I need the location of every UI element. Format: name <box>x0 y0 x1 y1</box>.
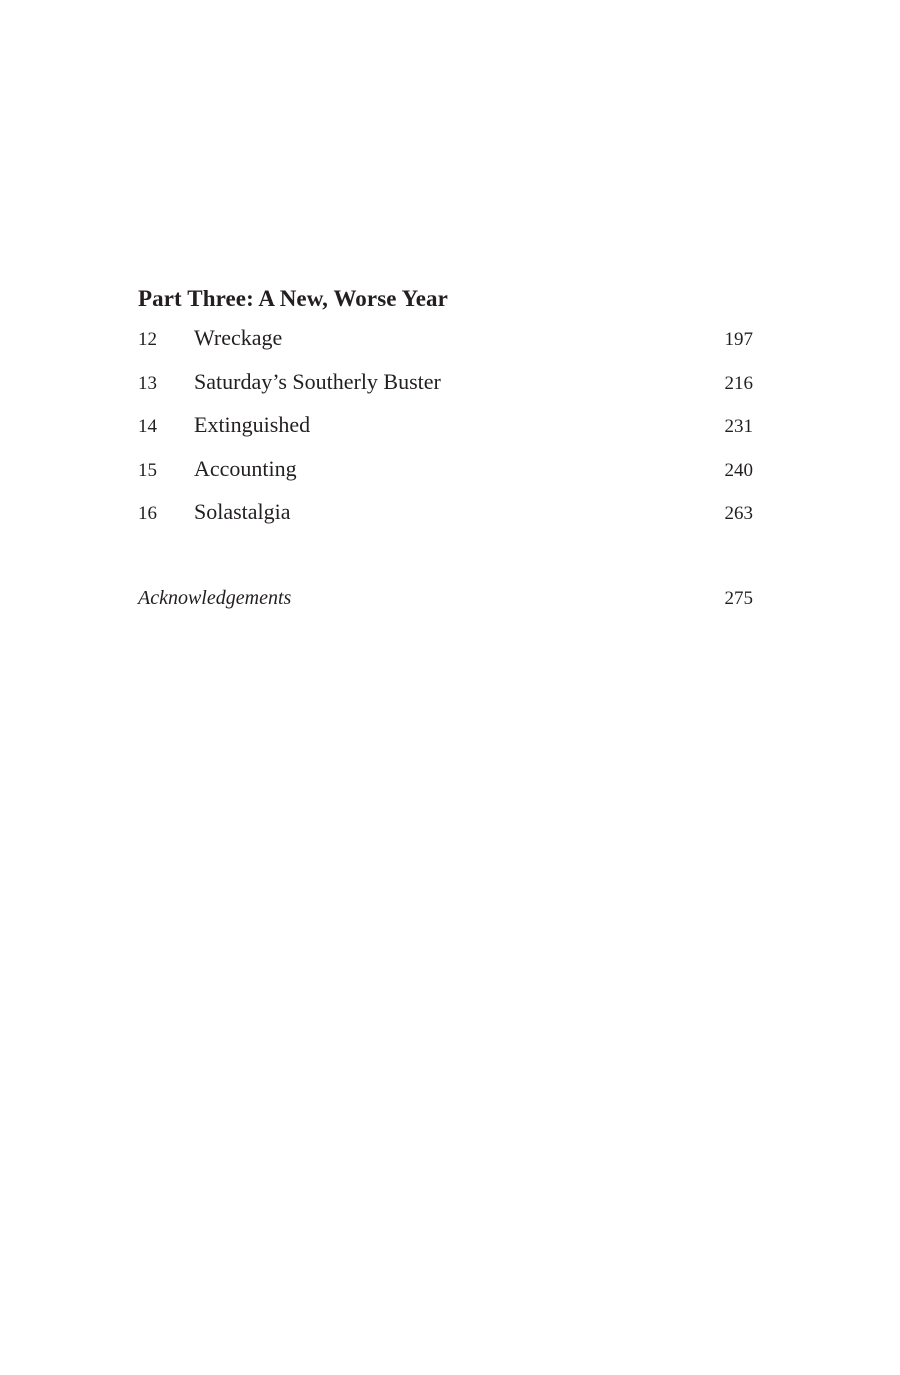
chapter-page-number: 263 <box>724 503 753 524</box>
back-matter-title: Acknowledgements <box>138 586 292 609</box>
chapter-number: 12 <box>138 329 157 350</box>
chapter-title: Solastalgia <box>194 499 291 524</box>
toc-row <box>138 412 753 456</box>
chapter-number: 15 <box>138 459 157 481</box>
toc-row <box>138 369 753 413</box>
back-matter-page-number: 275 <box>724 587 753 609</box>
toc-row <box>138 456 753 500</box>
chapter-number: 16 <box>138 503 157 524</box>
table-of-contents <box>138 282 753 610</box>
chapter-title: Extinguished <box>194 412 311 437</box>
toc-row <box>138 325 753 369</box>
chapter-title: Saturday’s Southerly Buster <box>194 368 441 394</box>
chapter-title: Accounting <box>194 455 297 481</box>
back-matter-row <box>138 587 753 610</box>
part-heading: Part Three: A New, Worse Year <box>138 286 448 311</box>
chapter-number: 14 <box>138 416 157 437</box>
chapter-page-number: 231 <box>724 416 753 437</box>
chapter-number: 13 <box>138 372 157 394</box>
chapter-title: Wreckage <box>194 325 283 350</box>
chapter-page-number: 216 <box>724 372 753 394</box>
toc-row <box>138 499 753 543</box>
chapter-page-number: 240 <box>724 459 753 481</box>
chapter-page-number: 197 <box>724 329 753 350</box>
